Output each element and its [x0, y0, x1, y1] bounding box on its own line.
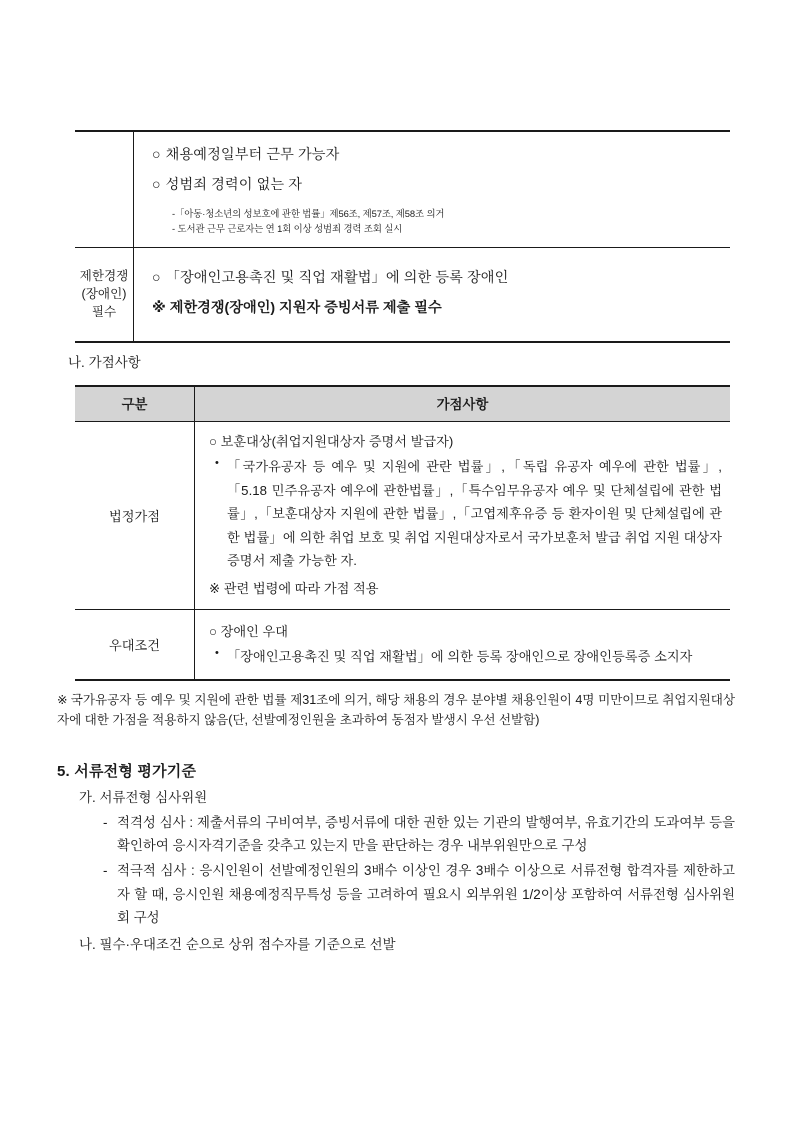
bonus-circle-item: ○ 장애인 우대: [209, 624, 288, 640]
column-header-bonus: 가점사항: [436, 397, 489, 412]
bonus-circle-item: ○ 보훈대상(취업지원대상자 증명서 발급자): [209, 434, 454, 449]
bonus-bullet-item: • 「국가유공자 등 예우 및 지원에 관란 법률」,「독립 유공자 예우에 관한 법률」, 「5.18 민주유공자 예우에 관한법률」,「특수임무유공자 예우 및 단체설립에 관한 법률」,「보훈대상자 지원에 관한 법률」,「고엽제후유증 등 환자이원 및 단체설립에 관한 법률」에 의한 취업 보호 및 취업 지원대상자로서 국가보훈처 발급 취업 지원 대상자 증명서 제출 가능한 자.: [215, 455, 722, 573]
restricted-competition-label: [75, 248, 134, 341]
bonus-points-table: [75, 385, 730, 681]
label-line: (장애인): [81, 287, 127, 302]
bonus-section-caption: 나. 가점사항: [68, 355, 141, 370]
row-label-preferential: 우대조건: [75, 610, 195, 679]
section-5-sub-b: 나. 필수·우대조건 순으로 상위 점수자를 기준으로 선발: [79, 937, 396, 953]
table-header-row: [75, 387, 730, 422]
table-row: [75, 609, 730, 679]
table-row: [75, 132, 730, 247]
row-content-preferential: [195, 610, 730, 679]
qualification-item-text: 「장애인고용촉진 및 직업 재활법」에 의한 등록 장애인: [165, 270, 509, 287]
qualification-row-body: [134, 132, 730, 247]
table-row: [75, 247, 730, 341]
circle-bullet-icon: ○: [152, 147, 161, 163]
qualification-table: [75, 130, 730, 343]
required-document-notice: ※ 제한경쟁(장애인) 지원자 증빙서류 제출 필수: [152, 300, 442, 317]
bonus-note: ※ 관련 법령에 따라 가점 적용: [209, 580, 379, 596]
row-label-statutory-bonus: 법정가점: [75, 422, 195, 609]
section-5-item: - 적극적 심사 : 응시인원이 선발예정인원의 3배수 이상인 경우 3배수 이상으로 서류전형 합격자를 제한하고자 할 때, 응시인원 채용예정직무특성 등을 고려하여 필요시 외부위원 1/2이상 포함하여 서류전형 심사위원회 구성: [103, 859, 735, 929]
column-header-category: 구분: [75, 387, 195, 421]
circle-bullet-icon: ○: [152, 177, 161, 194]
qualification-item-text: 성범죄 경력이 없는 자: [165, 177, 303, 194]
qualification-item: [152, 175, 730, 196]
section-5: [57, 760, 737, 958]
circle-bullet-icon: ○: [152, 270, 161, 287]
bonus-table-footnote: [57, 690, 735, 731]
qualification-row-label-empty: [75, 132, 134, 247]
qualification-subnote: - 도서관 근무 근로자는 연 1회 이상 성범죄 경력 조회 실시: [172, 222, 403, 234]
section-5-heading: 5. 서류전형 평가기준: [57, 763, 197, 780]
qualification-item-text: 채용예정일부터 근무 가능자: [165, 147, 340, 163]
section-5-sub-a: 가. 서류전형 심사위원: [79, 790, 208, 805]
qualification-subnote: -「아동·청소년의 성보호에 관한 법률」제56조, 제57조, 제58조 의거: [172, 207, 445, 219]
table-row: [75, 422, 730, 609]
qualification-item: [152, 268, 730, 289]
restricted-competition-body: [134, 248, 730, 341]
section-5-item: - 적격성 심사 : 제출서류의 구비여부, 증빙서류에 대한 권한 있는 기관의 발행여부, 유효기간의 도과여부 등을 확인하여 응시자격기준을 갖추고 있는지 만을 판단하는 경우 내부위원만으로 구성: [103, 811, 735, 858]
bonus-table-footnote-text: 국가유공자 등 예우 및 지원에 관한 법률 제31조에 의거, 해당 채용의 경우 분야별 채용인원이 4명 미만이므로 취업지원대상자에 대한 가점을 적용하지 않음(단, 선발예정인원을 초과하여 동점자 발생시 우선 선발함): [57, 693, 735, 728]
bonus-bullet-item: • 「장애인고용촉진 및 직업 재활법」에 의한 등록 장애인으로 장애인등록증 소지자: [215, 645, 722, 669]
reference-mark-icon: ※: [57, 693, 68, 707]
qualification-item: [152, 145, 730, 166]
row-content-statutory-bonus: [195, 422, 730, 609]
label-line: 필수: [91, 305, 117, 320]
label-line: 제한경쟁: [79, 268, 129, 283]
